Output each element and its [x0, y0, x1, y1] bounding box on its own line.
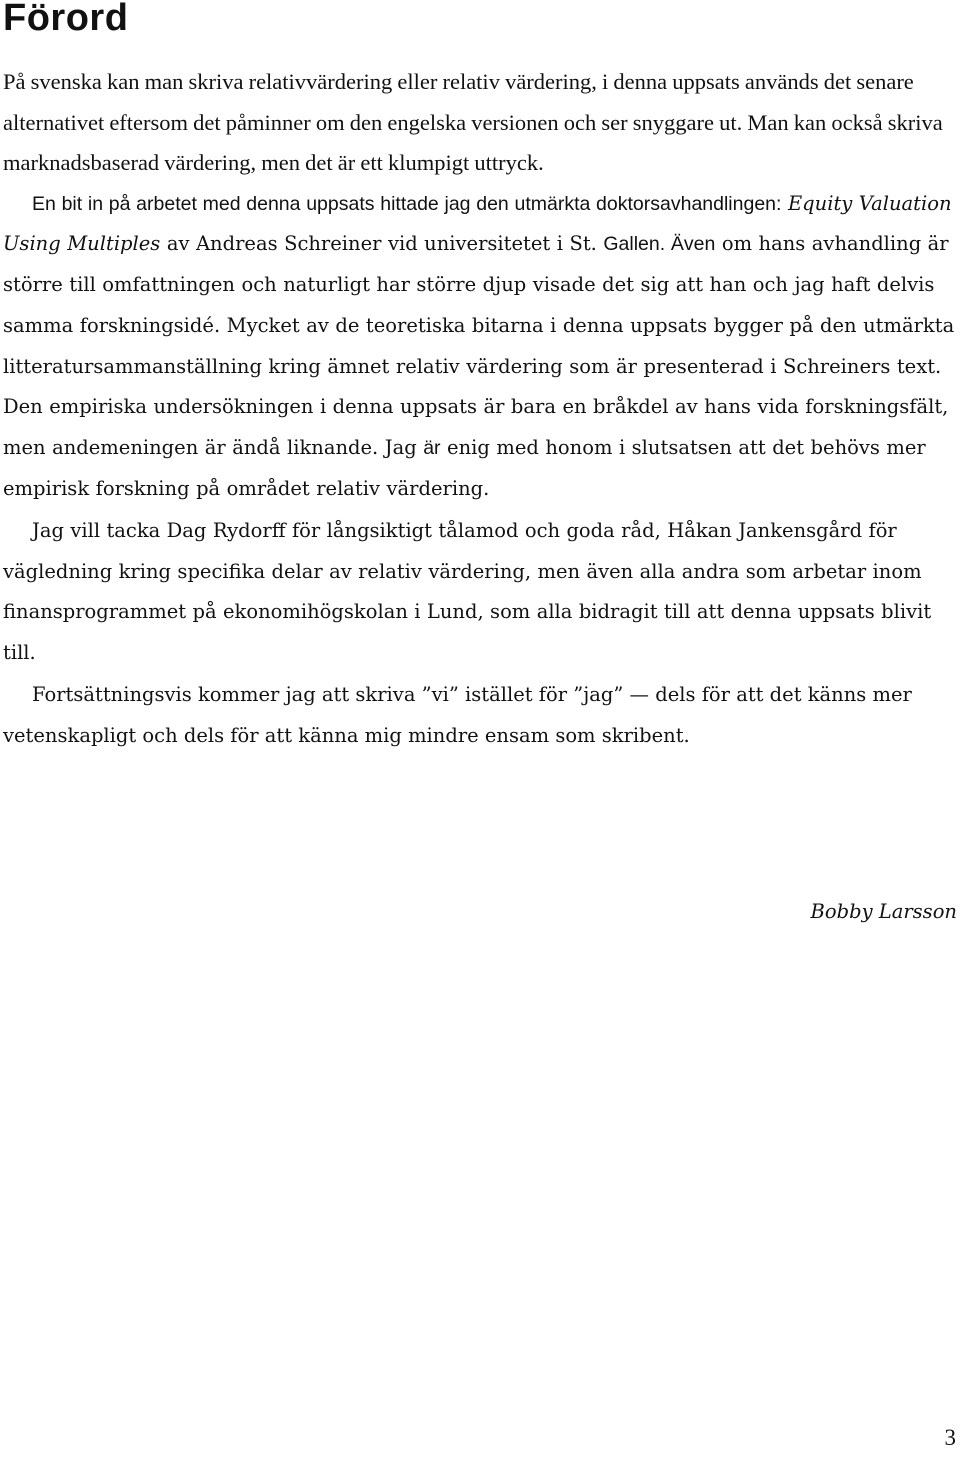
document-body — [3, 62, 957, 757]
paragraph-inspiration — [3, 184, 957, 510]
author-signature: Bobby Larsson — [810, 900, 957, 923]
paragraph-inspiration-end: enig med honom i slutsatsen att det behövs mer empirisk forskning på området relativ värdering. — [3, 436, 926, 501]
book-title: Equity Valuation Using Multiples — [3, 191, 952, 256]
paragraph-inspiration-city: Gallen. Även — [603, 233, 716, 256]
paragraph-inspiration-word: är — [423, 437, 441, 460]
paragraph-naming: På svenska kan man skriva relativvärdering eller relativ värdering, i denna uppsats används det senare alternativet eftersom det påminner om den engelska versionen och ser snyggare ut. Man kan också skriva marknadsbaserad värdering, men det är ett klumpigt uttryck. — [3, 69, 943, 175]
paragraph-style-note: Fortsättningsvis kommer jag att skriva ”vi” istället för ”jag” — dels för att det känns mer vetenskapligt och dels för att känna mig mindre ensam som skribent. — [3, 683, 912, 747]
paragraph-inspiration-intro: En bit in på arbetet med denna uppsats hittade jag den utmärkta doktorsavhandlingen: — [32, 192, 782, 215]
paragraph-thanks: Jag vill tacka Dag Rydorff för långsiktigt tålamod och goda råd, Håkan Jankensgård för vägledning kring specifika delar av relativ värdering, men även alla andra som arbetar inom finansprogrammet på ekonomihögskolan i Lund, som alla bidragit till att denna uppsats blivit till. — [3, 518, 932, 665]
page-number: 3 — [944, 1425, 956, 1450]
paragraph-inspiration-main: om hans avhandling är större till omfattningen och naturligt har större djup visade det sig att han och jag haft delvis samma forskningsidé. Mycket av de teoretiska bitarna i denna uppsats bygger på den utmärkta litteratursammanställning kring ämnet relativ värdering som är presenterad i Schreiners text. Den empiriska undersökningen i denna uppsats är bara en bråkdel av hans vida forskningsfält, men andemeningen är ändå liknande. Jag — [3, 232, 955, 460]
page-heading: Förord — [3, 0, 129, 39]
paragraph-inspiration-author: av Andreas Schreiner vid universitetet i St. — [160, 232, 604, 256]
